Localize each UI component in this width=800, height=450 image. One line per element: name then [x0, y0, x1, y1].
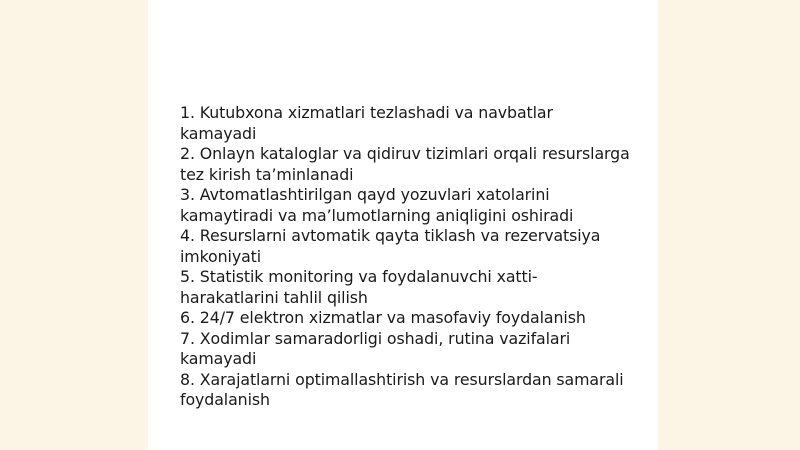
- list-item-7: 7. Xodimlar samaradorligi oshadi, rutina vazifalari kamayadi: [180, 328, 571, 368]
- benefits-list: [180, 103, 630, 411]
- list-item-4: 4. Resurslarni avtomatik qayta tiklash va rezervatsiya imkoniyati: [180, 226, 601, 266]
- list-item-1: 1. Kutubxona xizmatlari tezlashadi va navbatlar kamayadi: [180, 103, 553, 143]
- list-item-8: 8. Xarajatlarni optimallashtirish va resurslardan samarali foydalanish: [180, 369, 624, 409]
- list-item-6: 6. 24/7 elektron xizmatlar va masofaviy foydalanish: [180, 308, 586, 327]
- list-item-5: 5. Statistik monitoring va foydalanuvchi xatti-harakatlarini tahlil qilish: [180, 267, 538, 307]
- list-item-3: 3. Avtomatlashtirilgan qayd yozuvlari xatolarini kamaytiradi va ma’lumotlarning aniqligini oshiradi: [180, 185, 574, 225]
- document-page: [148, 0, 658, 450]
- right-margin-background: [658, 0, 800, 450]
- left-margin-background: [0, 0, 148, 450]
- list-item-2: 2. Onlayn kataloglar va qidiruv tizimlari orqali resurslarga tez kirish ta’minlanadi: [180, 144, 630, 184]
